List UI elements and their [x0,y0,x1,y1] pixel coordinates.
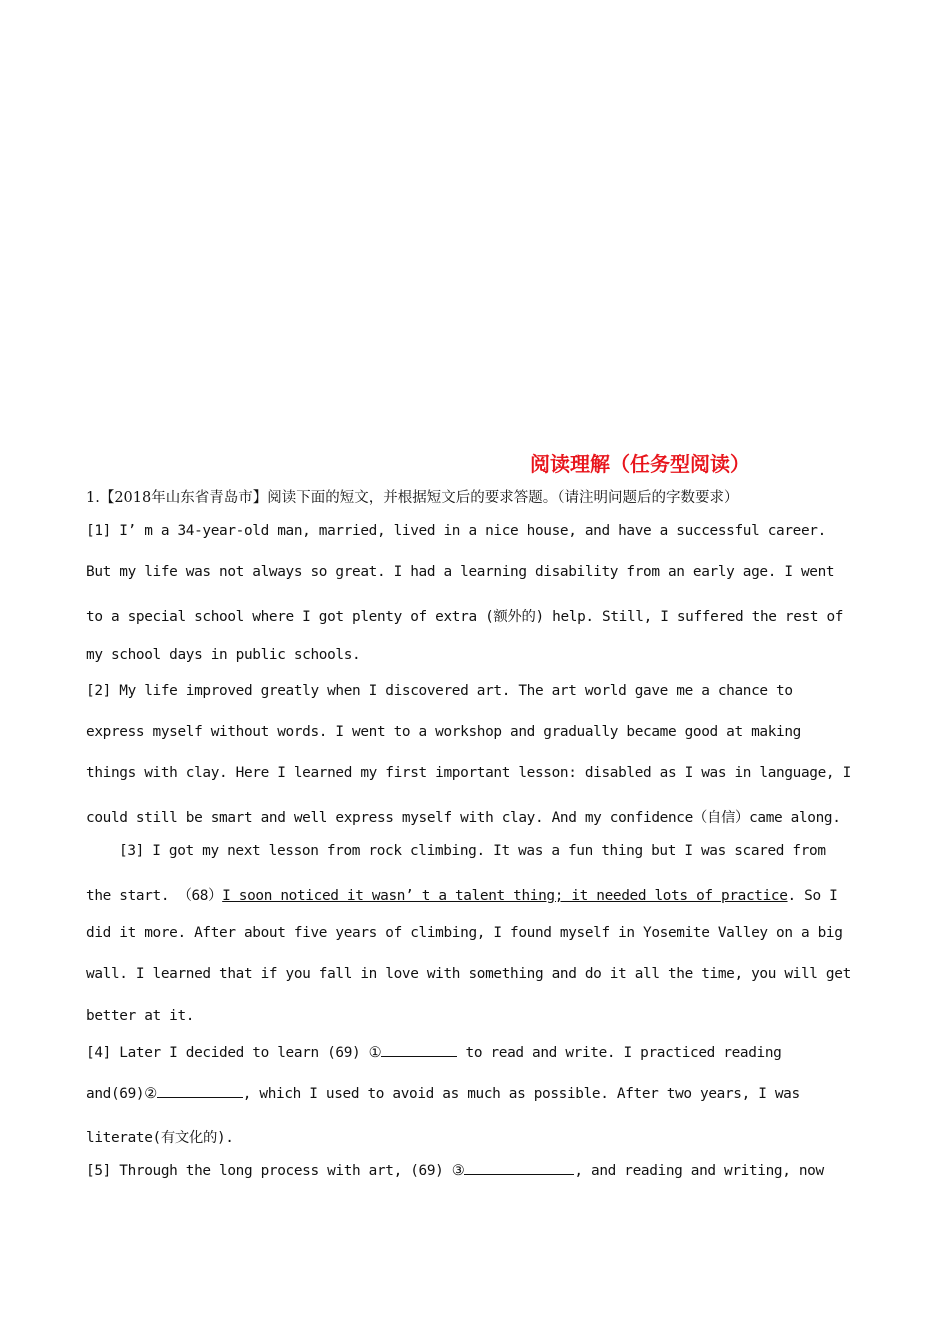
text-segment: and(69)② [86,1086,157,1102]
text-line: better at it. [86,1008,195,1024]
answer-blank-69-2[interactable] [157,1085,243,1098]
answer-blank-69-3[interactable] [464,1162,574,1175]
question-intro: 1.【2018年山东省青岛市】阅读下面的短文，并根据短文后的要求答题。（请注明问题后的字数要求） [86,490,739,506]
text-segment: to read and write. I practiced reading [457,1045,782,1061]
text-line [86,1044,781,1061]
text-segment: [5] Through the long process with art, (69) ③ [86,1163,465,1179]
page-title: 阅读理解（任务型阅读） [530,452,750,476]
text-segment: the start. （68） [86,888,223,904]
underlined-sentence-68: I soon noticed it wasn’ t a talent thing; it needed lots of practice [222,888,788,904]
text-line: [2] My life improved greatly when I discovered art. The art world gave me a chance to [86,683,793,699]
text-segment: , which I used to avoid as much as possible. After two years, I was [242,1086,800,1102]
text-line: [3] I got my next lesson from rock climbing. It was a fun thing but I was scared from [119,843,826,859]
text-line: could still be smart and well express myself with clay. And my confidence（自信）came along. [86,810,841,826]
text-line: literate(有文化的). [86,1130,234,1146]
text-line: to a special school where I got plenty of extra (额外的) help. Still, I suffered the rest of [86,609,844,625]
text-line: wall. I learned that if you fall in love with something and do it all the time, you will get [86,966,851,982]
text-line [86,1085,800,1102]
text-line [86,1162,824,1179]
text-line [86,884,837,905]
text-line: But my life was not always so great. I had a learning disability from an early age. I went [86,564,835,580]
text-line: did it more. After about five years of climbing, I found myself in Yosemite Valley on a big [86,925,843,941]
text-line: express myself without words. I went to a workshop and gradually became good at making [86,724,801,740]
text-line: things with clay. Here I learned my first important lesson: disabled as I was in language, I [86,765,851,781]
text-segment: , and reading and writing, now [574,1163,824,1179]
text-line: my school days in public schools. [86,647,361,663]
answer-blank-69-1[interactable] [381,1044,457,1057]
text-line: [1] I’ m a 34-year-old man, married, lived in a nice house, and have a successful career. [86,523,826,539]
text-segment: [4] Later I decided to learn (69) ① [86,1045,382,1061]
text-segment: . So I [787,888,838,904]
